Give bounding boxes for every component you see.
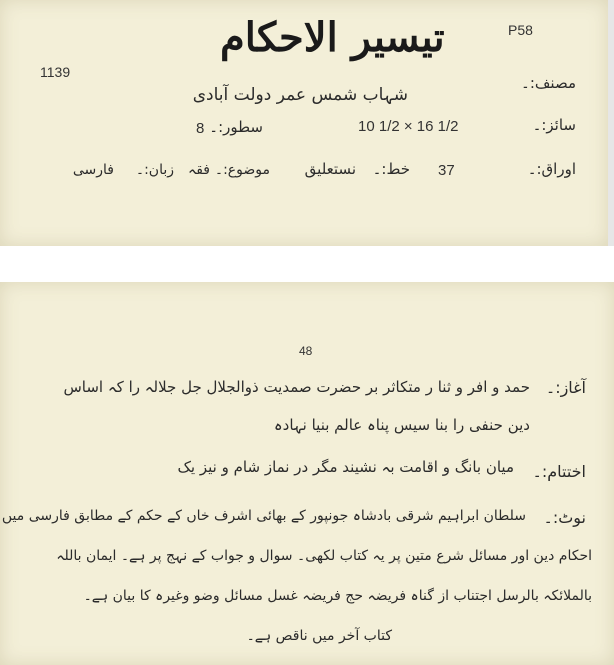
lines-label: سطور:۔	[209, 118, 263, 136]
explicit-label: اختتام:۔	[532, 462, 586, 481]
subject-label: موضوع:۔	[214, 162, 270, 178]
incipit-line-1: حمد و افر و ثنا ر متکاثر بر حضرت صمدیت ذوالجلال جل جلالہ را کہ اساس	[63, 378, 530, 396]
script-label: خط:۔	[372, 160, 410, 178]
author-value: شہاب شمس عمر دولت آبادی	[192, 85, 408, 105]
note-label: نوٹ:۔	[543, 508, 586, 527]
scan-edge-strip	[608, 0, 614, 246]
catalog-card-top	[0, 0, 608, 246]
note-line-2: احکام دین اور مسائل شرع متین پر یہ کتاب لکھی۔ سوال و جواب کے نہج پر ہے۔ ایمان باللہ	[56, 548, 592, 564]
folios-value: 37	[438, 162, 455, 179]
manuscript-title: تیسیر الاحکام	[220, 14, 445, 61]
size-label: سائز:۔	[532, 116, 576, 134]
incipit-label: آغاز:۔	[545, 378, 586, 397]
subject-value: فقہ	[188, 162, 210, 178]
explicit-value: میان بانگ و اقامت بہ نشیند مگر در نماز شام و نیز یک	[177, 458, 514, 476]
script-value: نستعلیق	[304, 160, 356, 178]
note-line-1: سلطان ابراہیم شرقی بادشاہ جونپور کے بھائی اشرف خاں کے حکم کے مطابق فارسی میں	[1, 508, 526, 524]
catalog-number: 1139	[40, 64, 71, 80]
incipit-line-2: دین حنفی را بنا سیس پناہ عالم بنیا نہادہ	[273, 416, 530, 434]
lines-value: 8	[196, 120, 205, 137]
author-label: مصنف:۔	[521, 74, 576, 92]
folios-label: اوراق:۔	[527, 160, 576, 178]
section-divider	[0, 246, 614, 282]
page-number: 48	[299, 344, 313, 358]
language-value: فارسی	[72, 162, 114, 178]
page-code: P58	[508, 22, 533, 38]
note-line-4: کتاب آخر میں ناقص ہے۔	[246, 628, 392, 644]
note-line-3: بالملائکہ بالرسل اجتناب از گناہ فریضہ حج فریضہ غسل مسائل وضو وغیرہ کا بیان ہے۔	[83, 588, 592, 604]
size-value: 10 1/2 × 16 1/2	[358, 118, 459, 135]
catalog-card-bottom	[0, 282, 614, 665]
language-label: زبان:۔	[135, 162, 174, 178]
